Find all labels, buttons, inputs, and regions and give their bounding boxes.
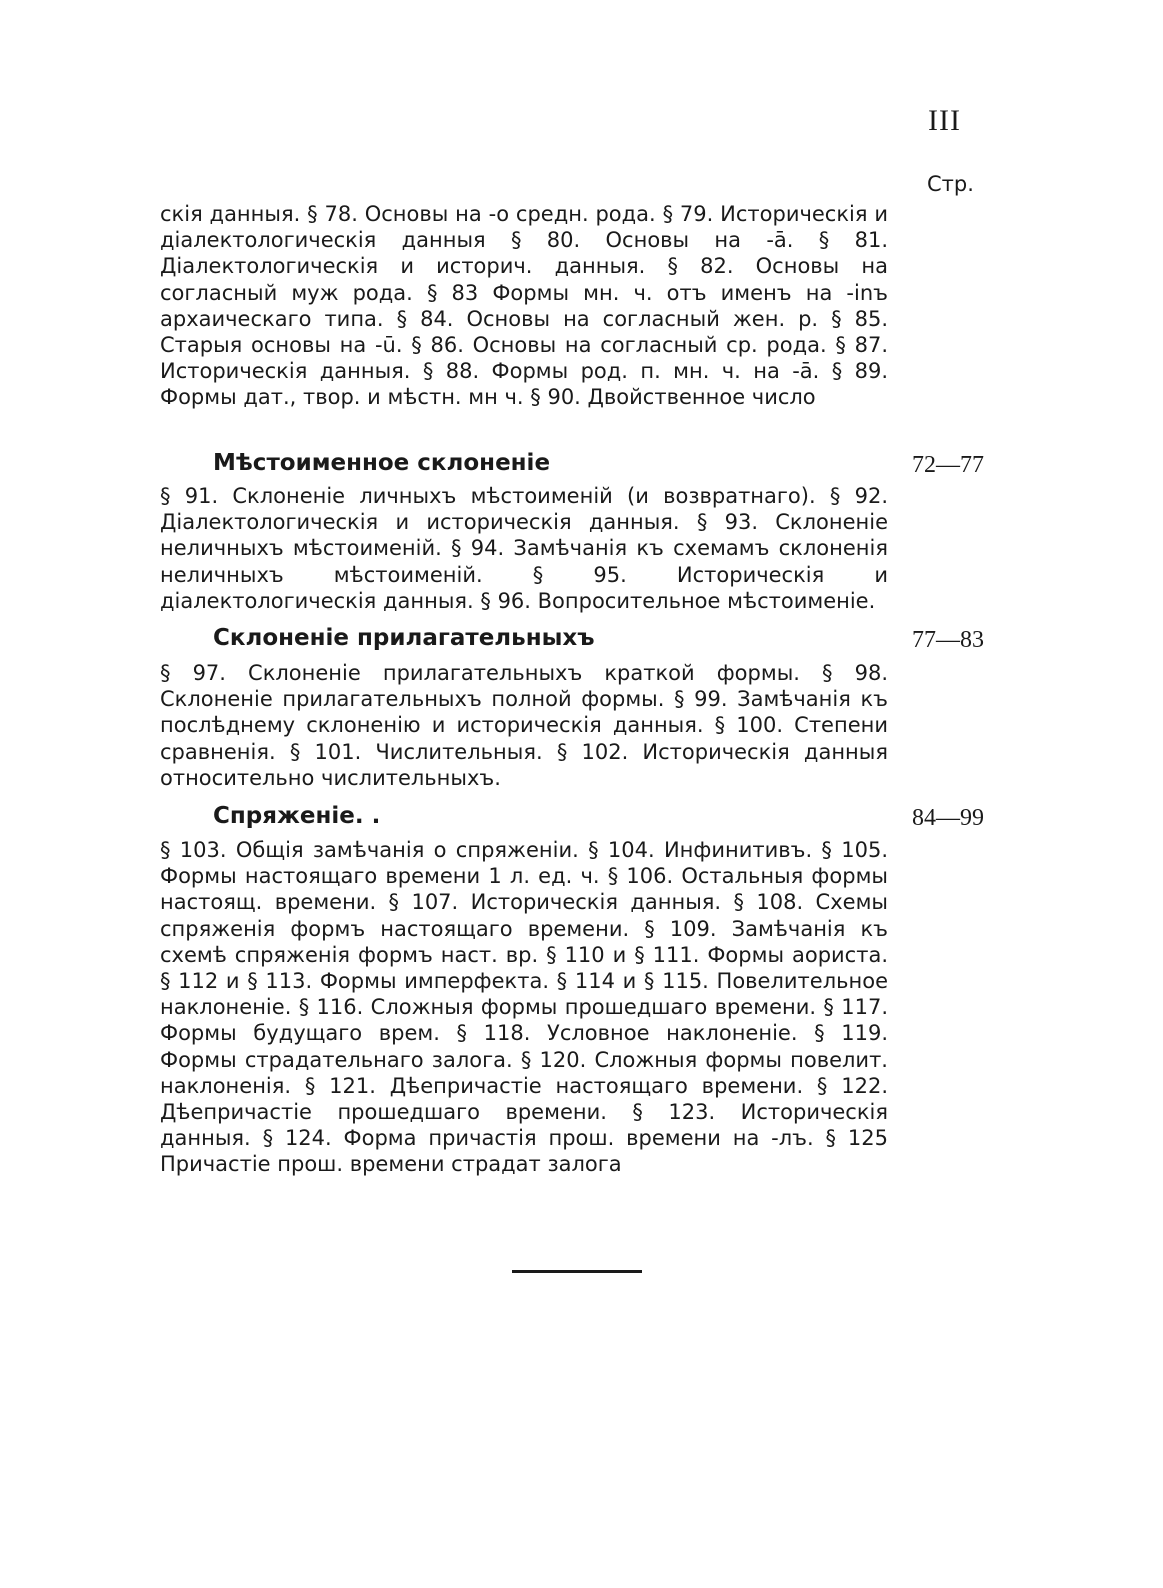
page-column-label: Стр. xyxy=(927,172,974,196)
section-heading-conjugation: Спряженіе. . xyxy=(213,803,381,829)
section-text-adjective-declension: § 97. Склоненіе прилагательныхъ краткой формы. § 98. Склоненіе прилагательныхъ полной формы. § 99. Замѣчанія къ послѣднему склоненію и историческія данныя. § 100. Степени сравненія. § 101. Числительныя. § 102. Историческія данныя относительно числительныхъ. xyxy=(160,661,888,790)
section-text-pronoun-declension: § 91. Склоненіе личныхъ мѣстоименій (и возвратнаго). § 92. Діалектологическія и историческія данныя. § 93. Склоненіе неличныхъ мѣстоименій. § 94. Замѣчанія къ схемамъ склоненія неличныхъ мѣстоименій. § 95. Историческія и діалектологическія данныя. § 96. Вопросительное мѣстоименіе. xyxy=(160,484,888,613)
section-pages-adjective-declension: 77—83 xyxy=(912,627,984,653)
section-pages-conjugation: 84—99 xyxy=(912,805,984,831)
end-rule xyxy=(512,1270,642,1273)
section-text-conjugation: § 103. Общія замѣчанія о спряженіи. § 104. Инфинитивъ. § 105. Формы настоящаго времени 1 л. ед. ч. § 106. Остальныя формы настоящ. времени. § 107. Историческія данныя. § 108. Схемы спряженія формъ настоящаго времени. § 109. Замѣчанія къ схемѣ спряженія формъ наст. вр. § 110 и § 111. Формы аориста. § 112 и § 113. Формы имперфекта. § 114 и § 115. Повелительное наклоненіе. § 116. Сложныя формы прошедшаго времени. § 117. Формы будущаго врем. § 118. Условное наклоненіе. § 119. Формы страдательнаго залога. § 120. Сложныя формы повелит. наклоненія. § 121. Дѣепричастіе настоящаго времени. § 122. Дѣепричастіе прошедшаго времени. § 123. Историческія данныя. § 124. Форма причастія прош. времени на -лъ. § 125 Причастіе прош. времени страдат залога xyxy=(160,838,888,1177)
page-number: III xyxy=(928,104,961,137)
section-heading-pronoun-declension: Мѣстоименное склоненіе xyxy=(213,450,551,476)
section-pages-pronoun-declension: 72—77 xyxy=(912,452,984,478)
intro-paragraph: скія данныя. § 78. Основы на -о средн. рода. § 79. Историческія и діалектологическія данныя § 80. Основы на -ā. § 81. Діалектологическія и историч. данныя. § 82. Основы на согласный муж рода. § 83 Формы мн. ч. отъ именъ на -inъ архаическаго типа. § 84. Основы на согласный жен. р. § 85. Старыя основы на -ū. § 86. Основы на согласный ср. рода. § 87. Историческія данныя. § 88. Формы род. п. мн. ч. на -ā. § 89. Формы дат., твор. и мѣстн. мн ч. § 90. Двойственное число xyxy=(160,202,888,410)
section-heading-adjective-declension: Склоненіе прилагательныхъ xyxy=(213,625,595,651)
